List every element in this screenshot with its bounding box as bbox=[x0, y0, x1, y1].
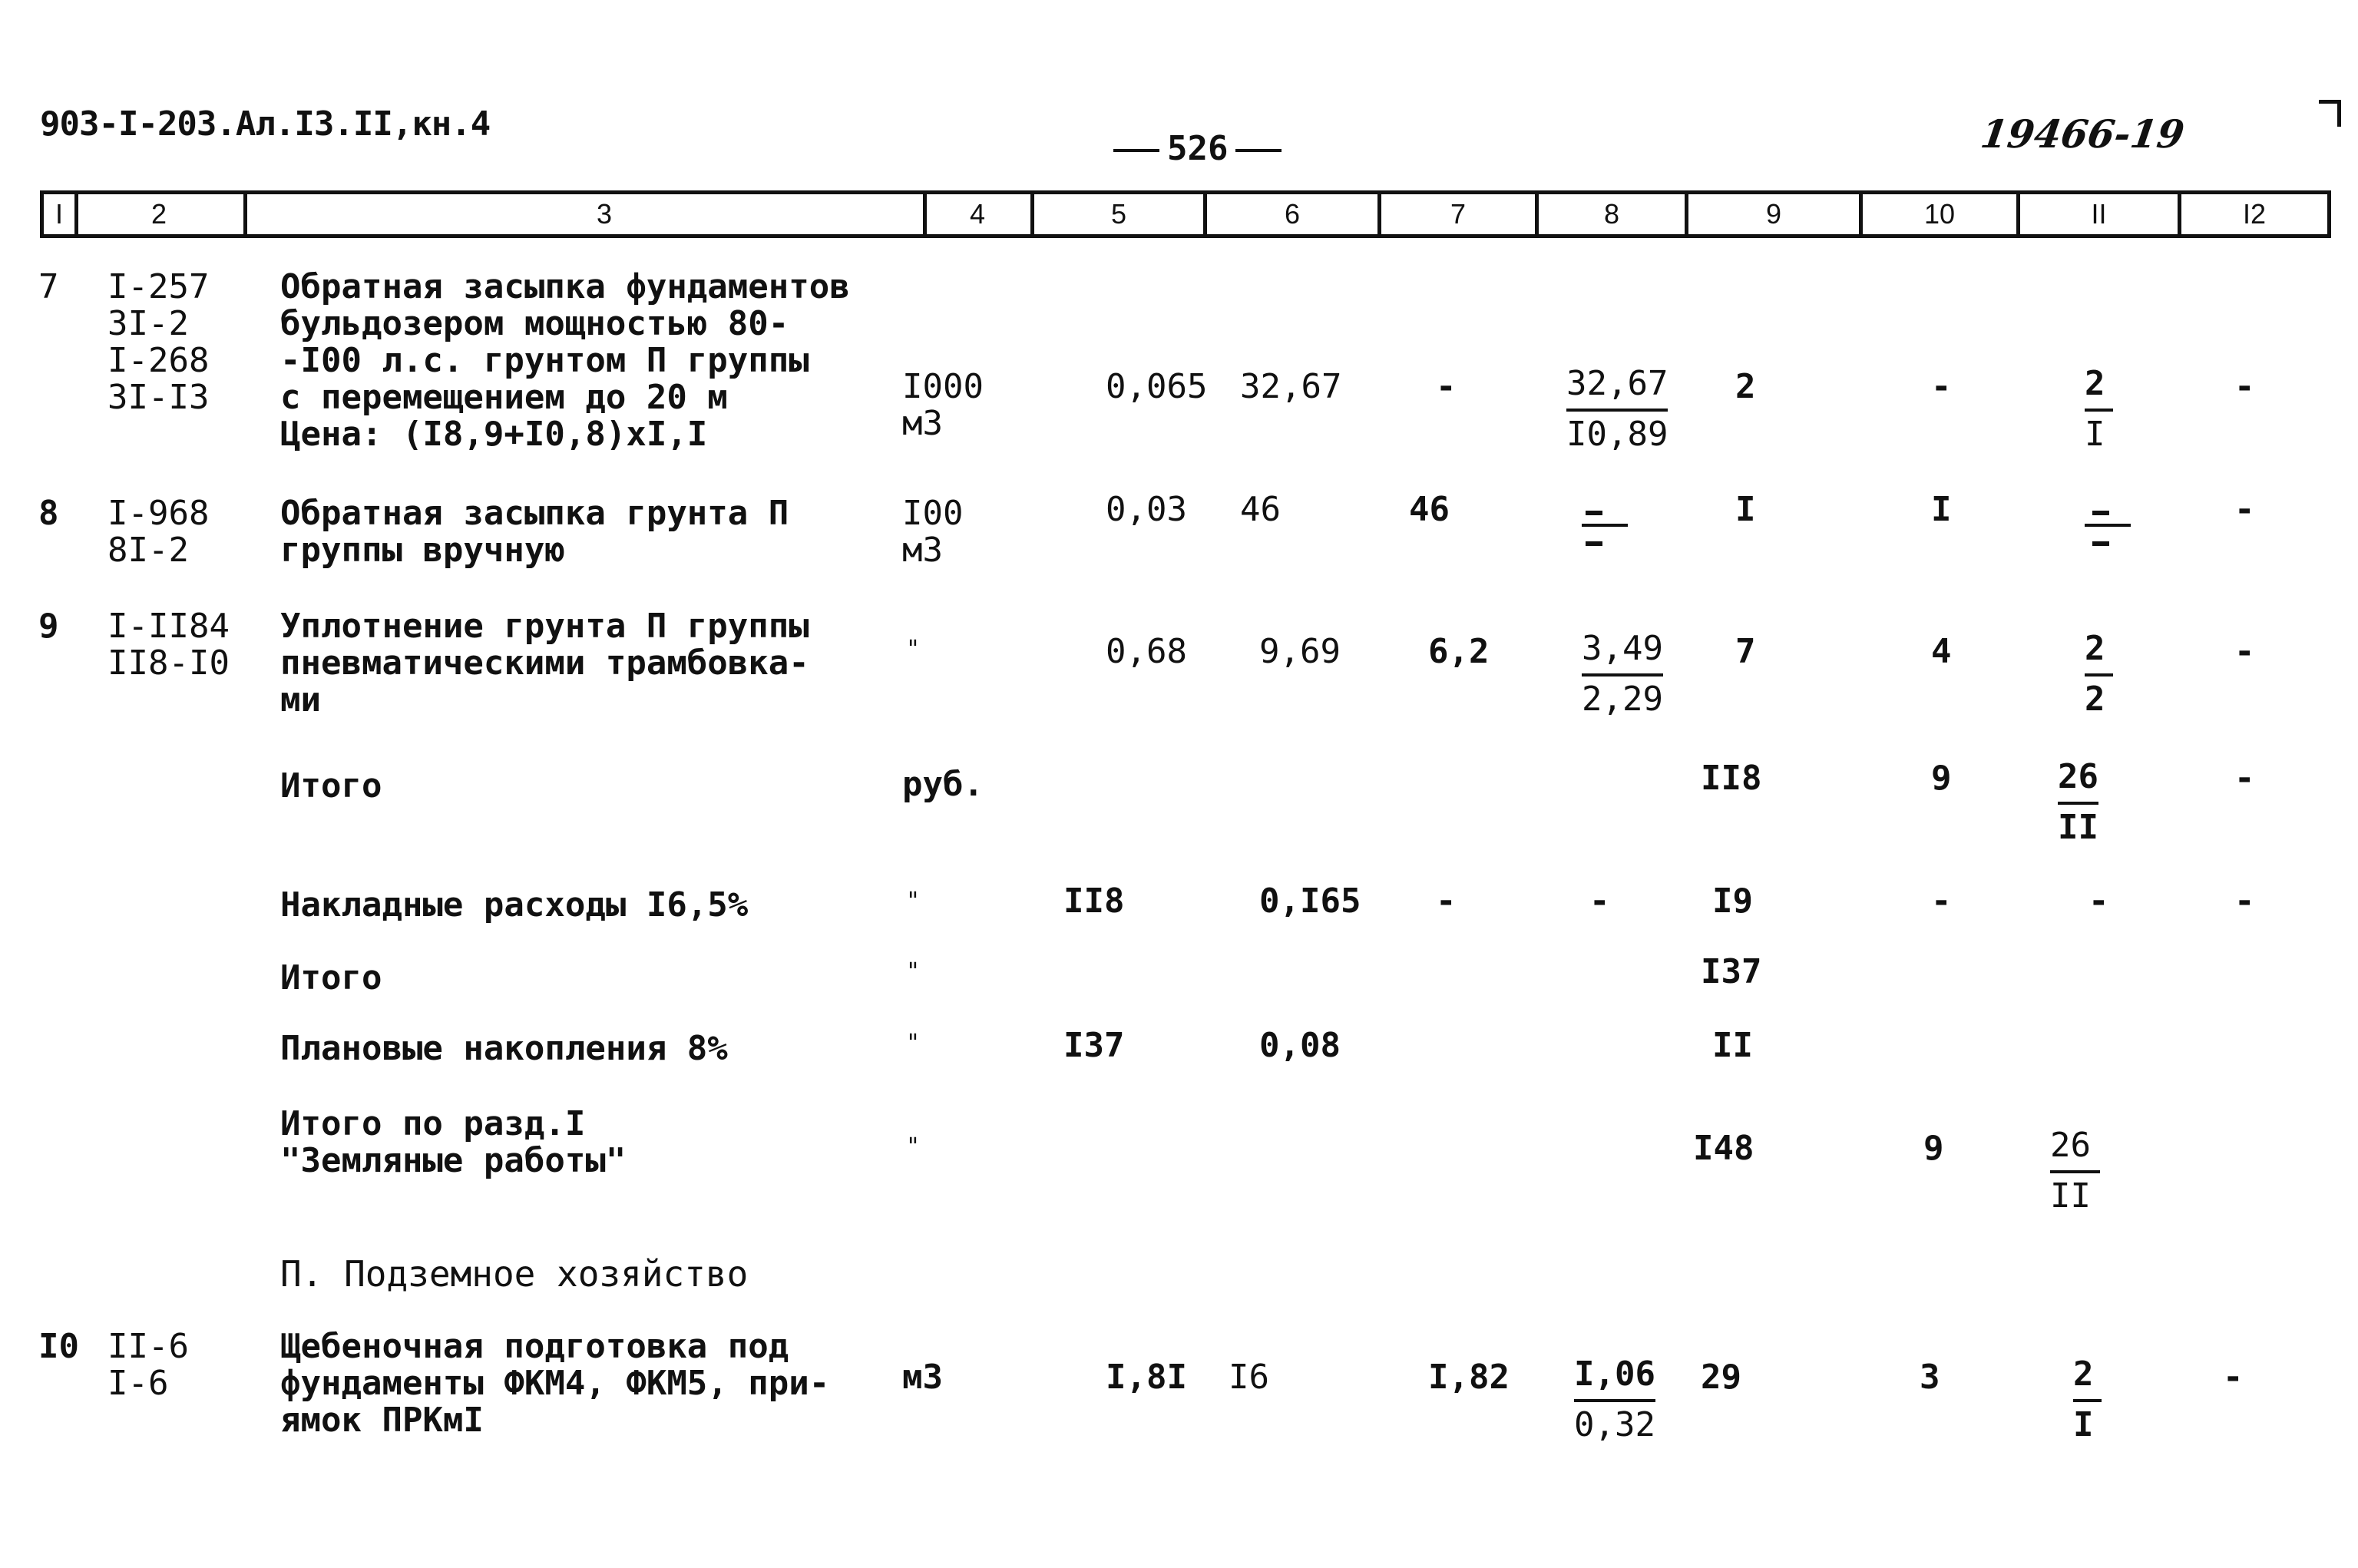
col-header-2: 2 bbox=[150, 198, 167, 230]
column-header-row bbox=[40, 190, 2331, 238]
total-1-col11-top: 26 bbox=[2058, 754, 2098, 805]
row-10-col8 bbox=[1574, 1351, 1655, 1448]
row-8-number: 8 bbox=[38, 494, 59, 533]
section-total-col11 bbox=[2050, 1123, 2100, 1219]
row-8-description: Обратная засыпка грунта П группы вручную bbox=[280, 494, 789, 570]
row-9-codes: I-II84 II8-I0 bbox=[107, 607, 230, 683]
col-header-6: 6 bbox=[1284, 198, 1301, 230]
overhead-col8: - bbox=[1589, 882, 1610, 921]
row-8-col8-dash-bottom bbox=[1586, 541, 1602, 546]
overhead-col10: - bbox=[1931, 882, 1952, 921]
row-9-col8-bottom: 2,29 bbox=[1582, 680, 1663, 719]
row-8-col11-line bbox=[2085, 524, 2131, 527]
row-7-unit: I000 м3 bbox=[902, 367, 984, 443]
planned-accum-col5: I37 bbox=[1063, 1026, 1125, 1065]
row-7-col8 bbox=[1566, 361, 1668, 458]
row-10-col10: 3 bbox=[1920, 1358, 1940, 1397]
row-10-description: Щебеночная подготовка под фундаменты ФКМ4, ФКМ5, при- ямок ПРКмI bbox=[280, 1327, 830, 1440]
section-total-col10: 9 bbox=[1923, 1129, 1944, 1168]
section-total-unit: " bbox=[906, 1133, 921, 1160]
inventory-stamp: 19466-19 bbox=[1977, 111, 2188, 157]
page-number-value: 526 bbox=[1167, 129, 1229, 168]
total-2-col9: I37 bbox=[1701, 952, 1762, 991]
col-header-12: I2 bbox=[2242, 198, 2267, 230]
row-10-unit: м3 bbox=[902, 1358, 943, 1397]
overhead-col5: II8 bbox=[1063, 882, 1125, 921]
overhead-col12: - bbox=[2234, 882, 2255, 921]
row-8-col8-dash-top bbox=[1586, 511, 1602, 515]
row-8-price: 46 bbox=[1240, 490, 1281, 529]
row-7-col9: 2 bbox=[1735, 367, 1756, 406]
row-10-col11-top: 2 bbox=[2073, 1351, 2102, 1402]
row-9-col11 bbox=[2085, 626, 2113, 723]
row-7-qty: 0,065 bbox=[1106, 367, 1208, 406]
row-10-col7: I,82 bbox=[1428, 1358, 1510, 1397]
total-1-col9: II8 bbox=[1701, 759, 1762, 798]
page-number bbox=[1106, 129, 1289, 168]
col-header-7: 7 bbox=[1450, 198, 1467, 230]
overhead-col7: - bbox=[1436, 882, 1457, 921]
row-7-number: 7 bbox=[38, 267, 59, 306]
row-10-number: I0 bbox=[38, 1327, 79, 1366]
total-1-col12: - bbox=[2234, 759, 2255, 798]
total-1-col11-bottom: II bbox=[2058, 808, 2098, 847]
section-total-col11-top: 26 bbox=[2050, 1123, 2100, 1173]
row-7-codes: I-257 3I-2 I-268 3I-I3 bbox=[107, 267, 210, 417]
total-1-unit: руб. bbox=[902, 765, 984, 804]
row-9-col11-top: 2 bbox=[2085, 626, 2113, 676]
section-total-label: Итого по разд.I "Земляные работы" bbox=[280, 1104, 627, 1180]
row-10-col8-bottom: 0,32 bbox=[1574, 1405, 1655, 1444]
section-2-title: П. Подземное хозяйство bbox=[280, 1253, 749, 1295]
overhead-col11: - bbox=[2088, 882, 2109, 921]
row-8-unit: I00 м3 bbox=[902, 494, 964, 570]
section-total-col9: I48 bbox=[1693, 1129, 1754, 1168]
row-9-unit: " bbox=[906, 636, 921, 663]
row-8-col11-dash-bottom bbox=[2092, 541, 2109, 546]
row-7-price: 32,67 bbox=[1240, 367, 1342, 406]
planned-accum-unit: " bbox=[906, 1030, 921, 1057]
planned-accum-col9: II bbox=[1712, 1026, 1753, 1065]
row-9-col8 bbox=[1582, 626, 1663, 723]
row-10-col8-top: I,06 bbox=[1574, 1351, 1655, 1402]
row-9-col7: 6,2 bbox=[1428, 632, 1490, 671]
row-8-col10: I bbox=[1931, 490, 1952, 529]
col-header-11: II bbox=[2091, 198, 2107, 230]
row-7-col8-top: 32,67 bbox=[1566, 361, 1668, 412]
col-header-4: 4 bbox=[969, 198, 986, 230]
row-9-col11-bottom: 2 bbox=[2085, 680, 2105, 719]
row-9-col10: 4 bbox=[1931, 632, 1952, 671]
row-7-col7: - bbox=[1436, 367, 1457, 406]
row-9-price: 9,69 bbox=[1259, 632, 1341, 671]
overhead-label: Накладные расходы I6,5% bbox=[280, 885, 749, 925]
section-total-col11-bottom: II bbox=[2050, 1176, 2091, 1216]
row-9-col8-top: 3,49 bbox=[1582, 626, 1663, 676]
row-9-col9: 7 bbox=[1735, 632, 1756, 671]
document-code: 903-I-203.Aл.I3.II,кн.4 bbox=[40, 104, 491, 144]
row-8-col8-line bbox=[1582, 524, 1628, 527]
overhead-unit: " bbox=[906, 888, 921, 915]
row-10-codes: II-6 I-6 bbox=[107, 1327, 189, 1403]
row-8-col12: - bbox=[2234, 490, 2255, 529]
row-7-col11-bottom: I bbox=[2085, 415, 2105, 454]
total-2-unit: " bbox=[906, 958, 921, 985]
corner-mark bbox=[2319, 100, 2341, 127]
planned-accum-label: Плановые накопления 8% bbox=[280, 1029, 728, 1068]
col-header-3: 3 bbox=[596, 198, 613, 230]
col-header-10: 10 bbox=[1923, 198, 1956, 230]
row-8-qty: 0,03 bbox=[1106, 490, 1187, 529]
row-9-description: Уплотнение грунта П группы пневматическими трамбовка- ми bbox=[280, 607, 809, 719]
row-7-col8-bottom: I0,89 bbox=[1566, 415, 1668, 454]
row-10-col12: - bbox=[2223, 1358, 2244, 1397]
row-7-description: Обратная засыпка фундаментов бульдозером мощностью 80- -I00 л.с. грунтом П группы с перемещением до 20 м Цена: (I8,9+I0,8)xI,I bbox=[280, 267, 850, 454]
row-8-col11-dash-top bbox=[2092, 511, 2109, 515]
row-10-price: I6 bbox=[1229, 1358, 1269, 1397]
row-7-col12: - bbox=[2234, 367, 2255, 406]
row-9-number: 9 bbox=[38, 607, 59, 646]
row-7-col11-top: 2 bbox=[2085, 361, 2113, 412]
row-7-col10: - bbox=[1931, 367, 1952, 406]
row-8-codes: I-968 8I-2 bbox=[107, 494, 210, 570]
row-10-col11-bottom: I bbox=[2073, 1405, 2094, 1444]
col-header-1: I bbox=[55, 198, 63, 230]
total-2-label: Итого bbox=[280, 958, 382, 997]
row-10-qty: I,8I bbox=[1106, 1358, 1187, 1397]
row-10-col11 bbox=[2073, 1351, 2102, 1448]
col-header-5: 5 bbox=[1110, 198, 1127, 230]
row-9-col12: - bbox=[2234, 632, 2255, 671]
overhead-col9: I9 bbox=[1712, 882, 1753, 921]
row-10-col9: 29 bbox=[1701, 1358, 1741, 1397]
total-1-col11 bbox=[2058, 754, 2098, 851]
row-8-col7: 46 bbox=[1409, 490, 1450, 529]
planned-accum-col6: 0,08 bbox=[1259, 1026, 1341, 1065]
row-9-qty: 0,68 bbox=[1106, 632, 1187, 671]
total-1-label: Итого bbox=[280, 766, 382, 806]
overhead-col6: 0,I65 bbox=[1259, 882, 1361, 921]
row-8-col9: I bbox=[1735, 490, 1756, 529]
total-1-col10: 9 bbox=[1931, 759, 1952, 798]
col-header-8: 8 bbox=[1603, 198, 1620, 230]
col-header-9: 9 bbox=[1765, 198, 1782, 230]
row-7-col11 bbox=[2085, 361, 2113, 458]
